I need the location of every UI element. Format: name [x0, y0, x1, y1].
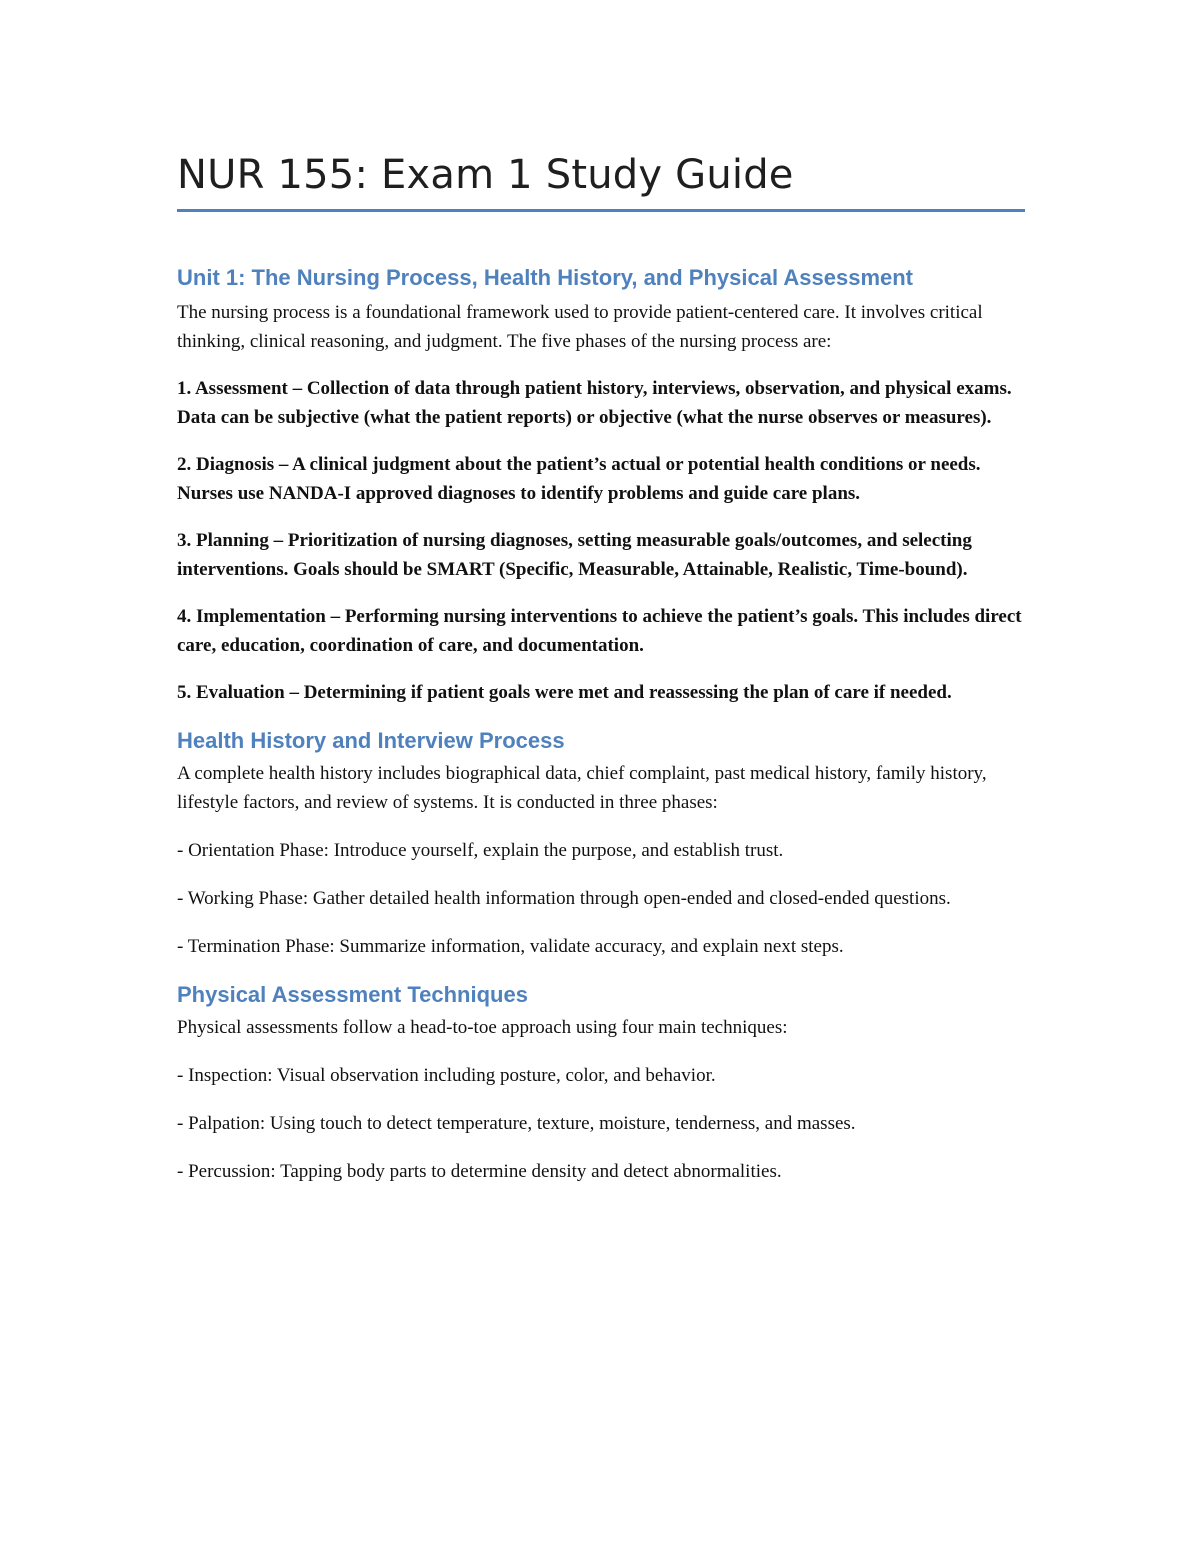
document-title: NUR 155: Exam 1 Study Guide [177, 152, 794, 198]
title-underline-rule [177, 209, 1025, 212]
unit1-intro: The nursing process is a foundational framework used to provide patient-centered care. It involves critical thinking, clinical reasoning, and judgment. The five phases of the nursing process are: [177, 302, 983, 352]
termination-phase-item: - Termination Phase: Summarize information, validate accuracy, and explain next steps. [177, 936, 844, 957]
health-history-intro: A complete health history includes biographical data, chief complaint, past medical history, family history, lifestyle factors, and review of systems. It is conducted in three phases: [177, 763, 987, 813]
working-phase-item: - Working Phase: Gather detailed health information through open-ended and closed-ended questions. [177, 888, 951, 909]
phase-diagnosis: 2. Diagnosis – A clinical judgment about the patient’s actual or potential health conditions or needs. Nurses use NANDA-I approved diagnoses to identify problems and guide care plans. [177, 454, 981, 504]
inspection-item: - Inspection: Visual observation including posture, color, and behavior. [177, 1065, 716, 1086]
phase-evaluation: 5. Evaluation – Determining if patient goals were met and reassessing the plan of care if needed. [177, 682, 952, 703]
phase-assessment: 1. Assessment – Collection of data through patient history, interviews, observation, and physical exams. Data can be subjective (what the patient reports) or objective (what the nurse observes or measures). [177, 378, 1012, 428]
physical-assessment-intro: Physical assessments follow a head-to-toe approach using four main techniques: [177, 1017, 788, 1038]
phase-planning: 3. Planning – Prioritization of nursing diagnoses, setting measurable goals/outcomes, and selecting interventions. Goals should be SMART (Specific, Measurable, Attainable, Realistic, Time-bound). [177, 530, 972, 580]
orientation-phase-item: - Orientation Phase: Introduce yourself, explain the purpose, and establish trust. [177, 840, 784, 861]
unit1-heading: Unit 1: The Nursing Process, Health History, and Physical Assessment [177, 265, 914, 290]
document-body [177, 262, 1027, 1186]
palpation-item: - Palpation: Using touch to detect temperature, texture, moisture, tenderness, and masses. [177, 1113, 856, 1134]
percussion-item: - Percussion: Tapping body parts to determine density and detect abnormalities. [177, 1161, 782, 1182]
physical-assessment-heading: Physical Assessment Techniques [177, 982, 528, 1007]
health-history-heading: Health History and Interview Process [177, 728, 565, 753]
phase-implementation: 4. Implementation – Performing nursing interventions to achieve the patient’s goals. This includes direct care, education, coordination of care, and documentation. [177, 606, 1022, 656]
